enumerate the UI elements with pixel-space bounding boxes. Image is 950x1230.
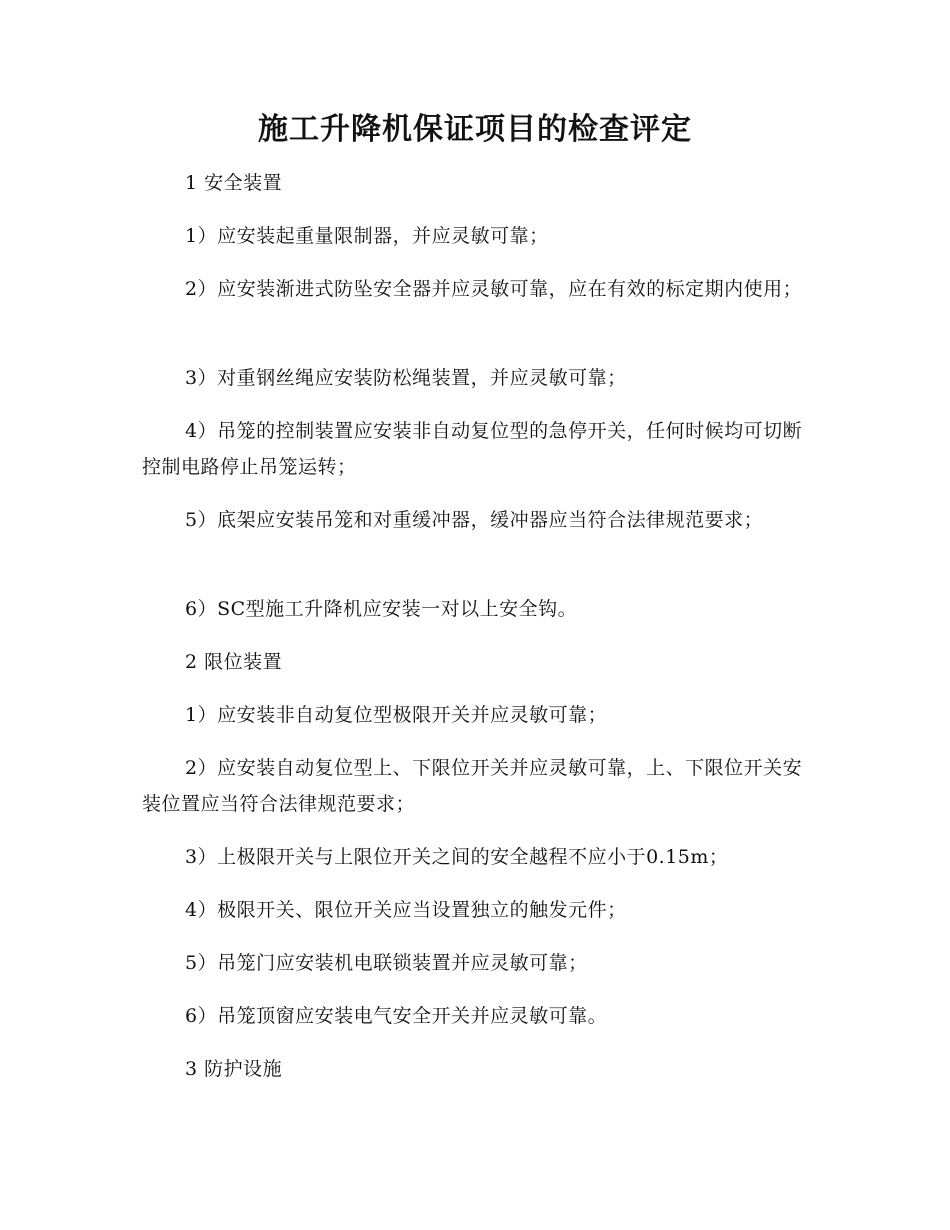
paragraph-item: 1）应安装起重量限制器，并应灵敏可靠； <box>185 225 549 247</box>
section-heading-limit-devices: 2 限位装置 <box>185 651 283 673</box>
paragraph-item: 5）底架应安装吊笼和对重缓冲器，缓冲器应当符合法律规范要求； <box>185 509 764 531</box>
paragraph-item: 3）对重钢丝绳应安装防松绳装置，并应灵敏可靠； <box>185 367 627 389</box>
paragraph-item: 2）应安装渐进式防坠安全器并应灵敏可靠，应在有效的标定期内使用； <box>185 278 803 300</box>
section-heading-safety-devices: 1 安全装置 <box>185 172 283 194</box>
paragraph-item: 6）SC型施工升降机应安装一对以上安全钩。 <box>185 598 578 620</box>
paragraph-item: 6）吊笼顶窗应安装电气安全开关并应灵敏可靠。 <box>185 1005 608 1027</box>
paragraph-item: 4）极限开关、限位开关应当设置独立的触发元件； <box>185 899 627 921</box>
paragraph-item: 2）应安装自动复位型上、下限位开关并应灵敏可靠，上、下限位开关安装位置应当符合法律规范要求； <box>142 757 803 815</box>
paragraph-item: 1）应安装非自动复位型极限开关并应灵敏可靠； <box>185 704 608 726</box>
document-title: 施工升降机保证项目的检查评定 <box>258 112 692 147</box>
section-heading-protective-facilities: 3 防护设施 <box>185 1058 283 1080</box>
paragraph-item: 3）上极限开关与上限位开关之间的安全越程不应小于0.15m； <box>185 846 729 868</box>
paragraph-item: 4）吊笼的控制装置应安装非自动复位型的急停开关，任何时候均可切断控制电路停止吊笼运转； <box>142 420 803 478</box>
paragraph-item: 5）吊笼门应安装机电联锁装置并应灵敏可靠； <box>185 952 588 974</box>
